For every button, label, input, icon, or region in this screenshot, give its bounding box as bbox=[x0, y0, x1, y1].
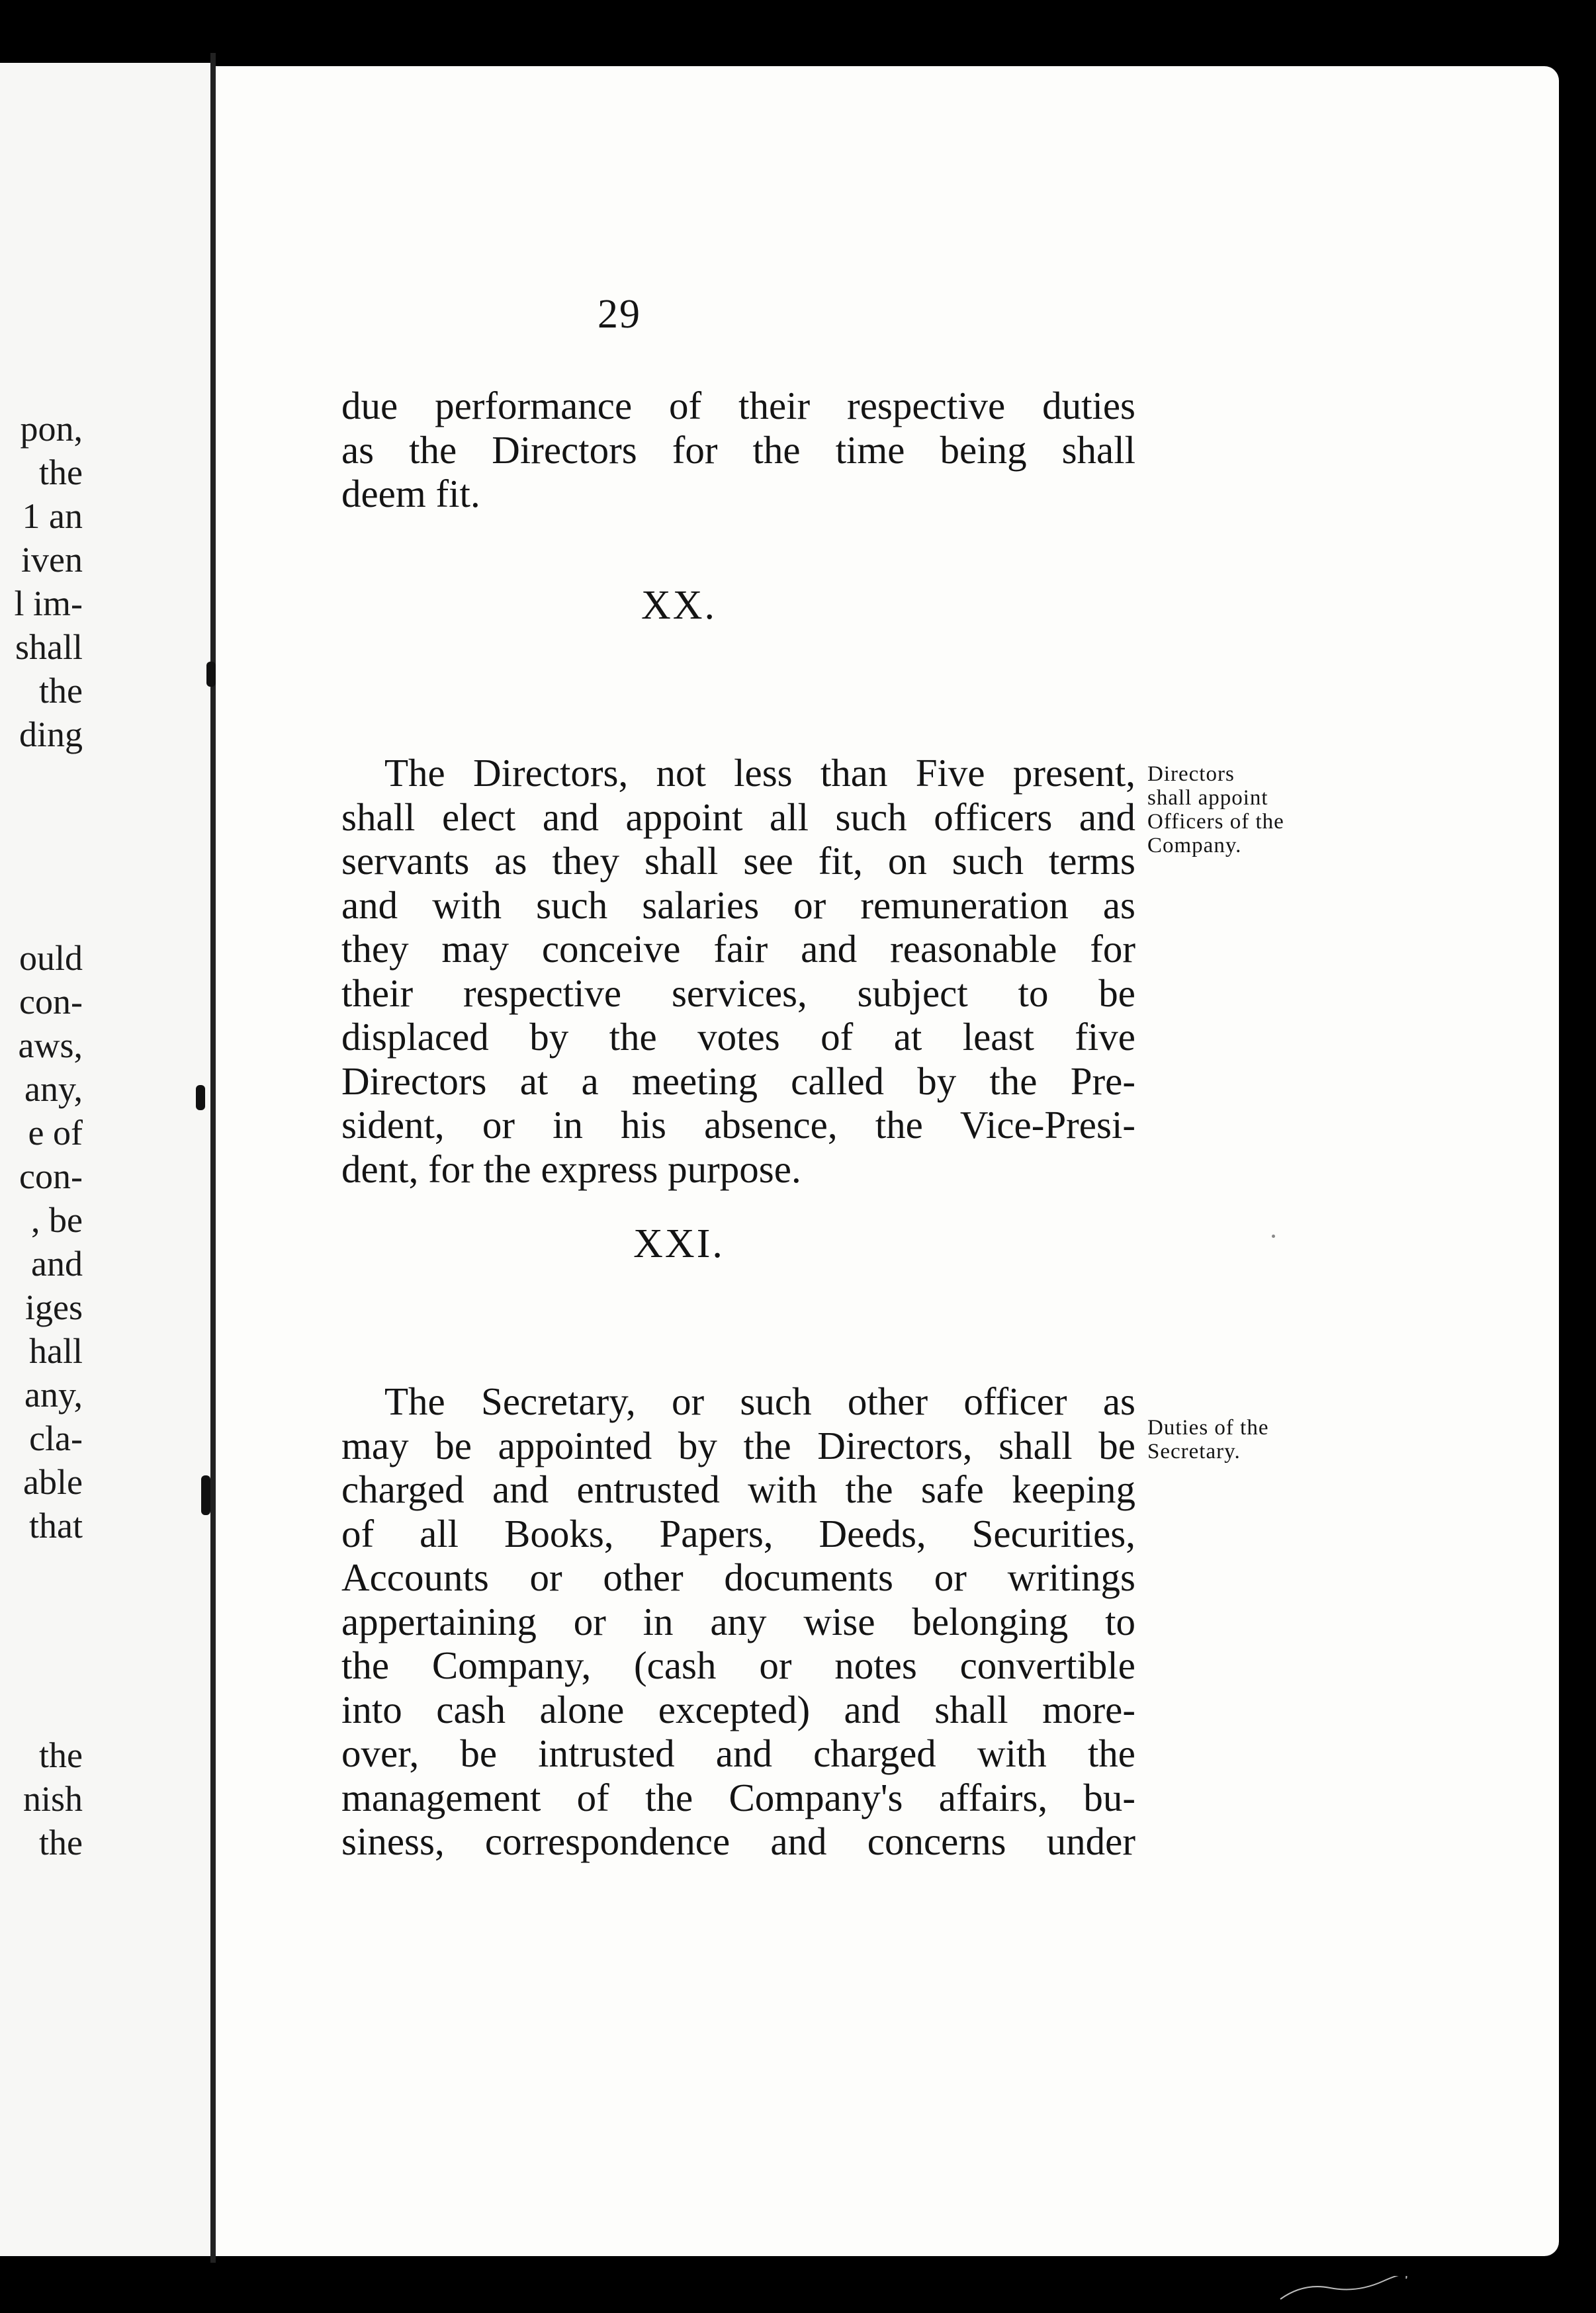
facing-page-fragment: ould bbox=[19, 938, 83, 978]
book-page bbox=[216, 66, 1559, 2256]
text-line: they may conceive fair and reasonable for bbox=[341, 927, 1135, 971]
gutter-stitch-mark bbox=[206, 662, 216, 687]
facing-page-fragment: able bbox=[23, 1462, 83, 1502]
facing-page-fragment: the bbox=[39, 1823, 83, 1862]
text-line: into cash alone excepted) and shall more- bbox=[341, 1687, 1135, 1731]
facing-page-fragment: e of bbox=[28, 1113, 83, 1153]
facing-page-fragment: the bbox=[39, 453, 83, 492]
facing-page-fragment: the bbox=[39, 1735, 83, 1775]
facing-page-fragment: iges bbox=[25, 1287, 83, 1327]
text-line: appertaining or in any wise belonging to bbox=[341, 1599, 1135, 1643]
text-line: Directors at a meeting called by the Pre- bbox=[341, 1059, 1135, 1103]
gutter-stitch-mark bbox=[201, 1475, 210, 1515]
text-line: The Secretary, or such other officer as bbox=[384, 1379, 1135, 1423]
facing-page-fragment: l im- bbox=[14, 584, 83, 623]
facing-page-fragment: hall bbox=[29, 1331, 83, 1371]
section-heading-xx: XX. bbox=[641, 583, 717, 628]
text-line: deem fit. bbox=[341, 472, 480, 515]
section-xxi-paragraph bbox=[341, 1379, 1135, 1864]
text-line: due performance of their respective duties bbox=[341, 384, 1135, 427]
margin-note-line: Officers of the bbox=[1147, 810, 1284, 834]
text-line: sident, or in his absence, the Vice-Presi- bbox=[341, 1103, 1135, 1147]
paper-speck bbox=[1272, 1235, 1275, 1238]
text-line: shall elect and appoint all such officers and bbox=[341, 795, 1135, 839]
facing-page-fragment: any, bbox=[24, 1375, 83, 1415]
section-xx-paragraph bbox=[341, 751, 1135, 1191]
gutter-stitch-mark bbox=[196, 1085, 205, 1110]
facing-page-fragment: nish bbox=[22, 1779, 83, 1819]
facing-page-fragment: 1 an bbox=[22, 496, 83, 536]
text-line: management of the Company's affairs, bu- bbox=[341, 1775, 1135, 1819]
text-line: Accounts or other documents or writings bbox=[341, 1555, 1135, 1599]
text-line: the Company, (cash or notes convertible bbox=[341, 1643, 1135, 1687]
text-line: charged and entrusted with the safe keeping bbox=[341, 1467, 1135, 1511]
facing-page-fragment: the bbox=[39, 671, 83, 711]
margin-note-secretary bbox=[1147, 1416, 1346, 1463]
margin-note-line: Duties of the bbox=[1147, 1416, 1269, 1440]
margin-note-directors bbox=[1147, 762, 1346, 857]
facing-page-fragment: pon, bbox=[20, 409, 83, 449]
facing-page-fragment: con- bbox=[19, 1156, 83, 1196]
margin-note-line: Secretary. bbox=[1147, 1440, 1241, 1463]
text-line: may be appointed by the Directors, shall be bbox=[341, 1423, 1135, 1467]
margin-note-line: Company. bbox=[1147, 834, 1242, 857]
facing-page-fragment: and bbox=[31, 1244, 83, 1284]
page-number: 29 bbox=[598, 292, 641, 337]
facing-page-fragment: any, bbox=[24, 1069, 83, 1109]
margin-note-line: shall appoint bbox=[1147, 786, 1268, 810]
facing-page-fragment: iven bbox=[21, 540, 83, 580]
facing-page-fragment: shall bbox=[15, 627, 83, 667]
pen-stroke-mark bbox=[1277, 2276, 1409, 2302]
text-line: servants as they shall see fit, on such terms bbox=[341, 839, 1135, 883]
facing-page bbox=[0, 63, 212, 2256]
text-line: dent, for the express purpose. bbox=[341, 1147, 801, 1191]
facing-page-fragment: ding bbox=[19, 715, 83, 754]
text-line: their respective services, subject to be bbox=[341, 971, 1135, 1015]
facing-page-fragment: that bbox=[29, 1506, 83, 1546]
facing-page-fragment: con- bbox=[19, 982, 83, 1022]
text-line: The Directors, not less than Five present, bbox=[384, 751, 1135, 795]
book-gutter bbox=[210, 53, 216, 2263]
text-line: displaced by the votes of at least five bbox=[341, 1015, 1135, 1059]
margin-note-line: Directors bbox=[1147, 762, 1235, 786]
text-line: and with such salaries or remuneration as bbox=[341, 883, 1135, 927]
text-line: siness, correspondence and concerns under bbox=[341, 1819, 1135, 1863]
facing-page-fragment: , be bbox=[31, 1200, 83, 1240]
section-heading-xxi: XXI. bbox=[633, 1221, 725, 1266]
facing-page-fragment: cla- bbox=[29, 1418, 83, 1458]
facing-page-fragment: aws, bbox=[18, 1026, 83, 1065]
text-line: of all Books, Papers, Deeds, Securities, bbox=[341, 1511, 1135, 1555]
text-line: over, be intrusted and charged with the bbox=[341, 1731, 1135, 1775]
text-line: as the Directors for the time being shall bbox=[341, 427, 1135, 472]
opening-paragraph bbox=[341, 384, 1135, 516]
